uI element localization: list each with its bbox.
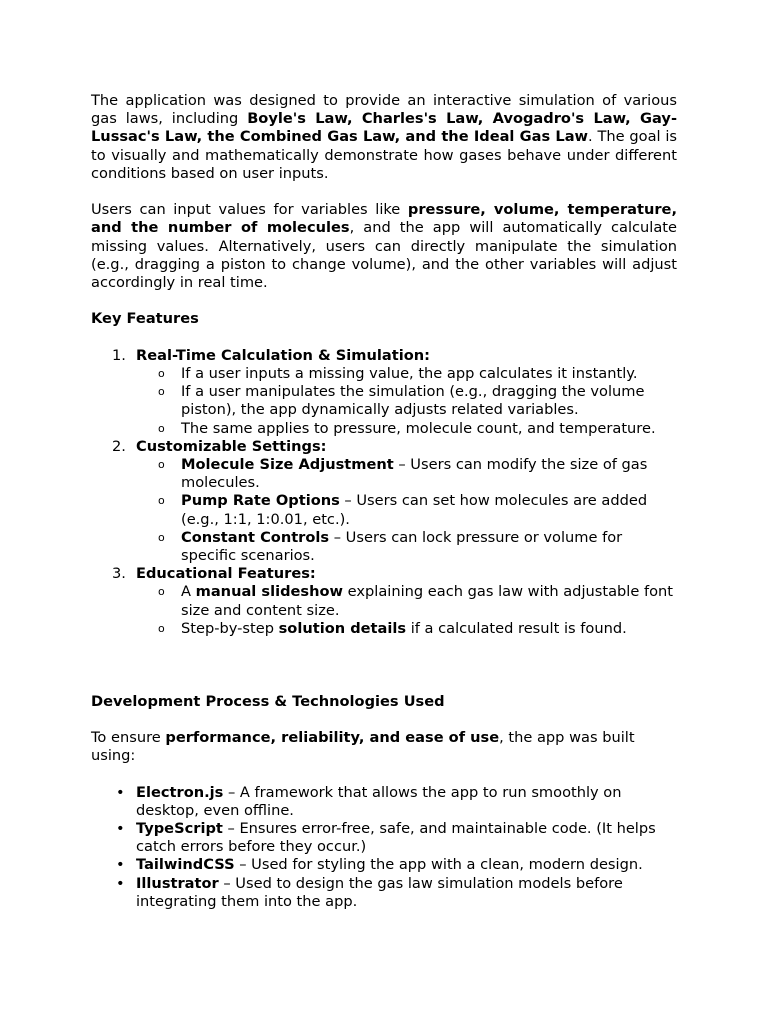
feature-number: 1. xyxy=(112,346,126,364)
feature-subitem xyxy=(136,456,677,492)
tech-item xyxy=(91,856,677,874)
subitem-prefix: Step-by-step xyxy=(181,619,279,637)
feature-subitem xyxy=(136,365,677,383)
subitem-text: – Users can lock pressure or volume for specific scenarios. xyxy=(181,528,623,565)
feature-subitem xyxy=(136,383,677,419)
dev-heading: Development Process & Technologies Used xyxy=(91,692,445,710)
dev-paragraph xyxy=(91,729,677,765)
intro-p2-text-end: , and the app will automatically calculate missing values. Alternatively, users can directly manipulate the simulation (e.g., dragging a piston to change volume), and the other variables will adjust accordingly in real time. xyxy=(91,219,678,292)
dev-p-text-end: , the app was built using: xyxy=(91,729,635,765)
bullet-icon: • xyxy=(116,856,125,874)
tech-item xyxy=(91,784,677,820)
key-features-heading: Key Features xyxy=(91,310,199,328)
features-list xyxy=(91,347,677,638)
feature-subitem xyxy=(136,492,677,528)
document-page xyxy=(91,92,677,911)
subitem-bold: Pump Rate Options xyxy=(181,492,340,510)
dev-p-text: To ensure xyxy=(91,729,166,747)
tech-name: TypeScript xyxy=(136,820,223,838)
subitem-text: If a user manipulates the simulation (e.g., dragging the volume piston), the app dynamically adjusts related variables. xyxy=(181,383,645,419)
intro-paragraph-1 xyxy=(91,92,677,183)
feature-subitem xyxy=(136,620,677,638)
feature-number: 2. xyxy=(112,437,126,455)
tech-text: – Used to design the gas law simulation models before integrating them into the app. xyxy=(136,874,623,910)
gas-laws-list: Boyle's Law, Charles's Law, Avogadro's Law, Gay-Lussac's Law, the Combined Gas Law, and the Ideal Gas Law xyxy=(91,110,677,146)
bullet-icon: • xyxy=(116,783,125,801)
feature-subitem xyxy=(136,420,677,438)
variables-list: pressure, volume, temperature, and the number of molecules xyxy=(91,201,677,237)
feature-title: Educational Features: xyxy=(136,565,316,583)
sub-bullet-icon: o xyxy=(158,585,165,599)
feature-item xyxy=(91,347,677,438)
sub-bullet-icon: o xyxy=(158,367,165,380)
intro-p1-text: The application was designed to provide an interactive simulation of various gas laws, including xyxy=(91,92,677,128)
feature-subitem xyxy=(136,583,677,619)
dev-p-bold: performance, reliability, and ease of use xyxy=(165,729,500,747)
subitem-text: – Users can modify the size of gas molecules. xyxy=(181,456,648,492)
subitem-bold: Molecule Size Adjustment xyxy=(181,456,394,474)
bullet-icon: • xyxy=(116,874,125,892)
feature-title: Real-Time Calculation & Simulation: xyxy=(136,346,430,364)
subitem-text: The same applies to pressure, molecule count, and temperature. xyxy=(181,419,656,437)
intro-paragraph-2 xyxy=(91,201,677,292)
feature-title: Customizable Settings: xyxy=(136,437,327,455)
sub-bullet-icon: o xyxy=(158,385,165,399)
tech-text: – A framework that allows the app to run smoothly on desktop, even offline. xyxy=(136,783,622,819)
subitem-prefix: A xyxy=(181,583,196,601)
tech-item xyxy=(91,875,677,911)
subitem-text: explaining each gas law with adjustable font size and content size. xyxy=(181,583,673,619)
bullet-icon: • xyxy=(116,820,125,838)
feature-subitem xyxy=(136,529,677,565)
sub-bullet-icon: o xyxy=(158,530,165,544)
subitem-bold: manual slideshow xyxy=(195,583,344,601)
feature-sublist xyxy=(136,583,677,638)
tech-text: – Used for styling the app with a clean, modern design. xyxy=(234,856,643,874)
tech-item xyxy=(91,820,677,856)
feature-sublist xyxy=(136,456,677,565)
feature-number: 3. xyxy=(112,565,126,583)
subitem-text: if a calculated result is found. xyxy=(406,619,627,637)
tech-name: Illustrator xyxy=(136,874,219,892)
intro-p1-text-end: . The goal is to visually and mathematically demonstrate how gases behave under different conditions based on user inputs. xyxy=(91,128,677,182)
subitem-bold: solution details xyxy=(278,619,407,637)
tech-list xyxy=(91,784,677,911)
feature-sublist xyxy=(136,365,677,438)
sub-bullet-icon: o xyxy=(158,621,165,635)
subitem-text: – Users can set how molecules are added (e.g., 1:1, 1:0.01, etc.). xyxy=(181,492,648,528)
tech-name: TailwindCSS xyxy=(136,856,235,874)
sub-bullet-icon: o xyxy=(158,458,165,472)
subitem-bold: Constant Controls xyxy=(181,528,330,546)
intro-p2-text: Users can input values for variables like xyxy=(91,201,408,219)
tech-name: Electron.js xyxy=(136,783,224,801)
sub-bullet-icon: o xyxy=(158,421,165,435)
tech-text: – Ensures error-free, safe, and maintainable code. (It helps catch errors before they occur.) xyxy=(136,820,656,856)
feature-item xyxy=(91,565,677,638)
subitem-text: If a user inputs a missing value, the app calculates it instantly. xyxy=(181,365,638,382)
feature-item xyxy=(91,438,677,565)
sub-bullet-icon: o xyxy=(158,494,165,508)
